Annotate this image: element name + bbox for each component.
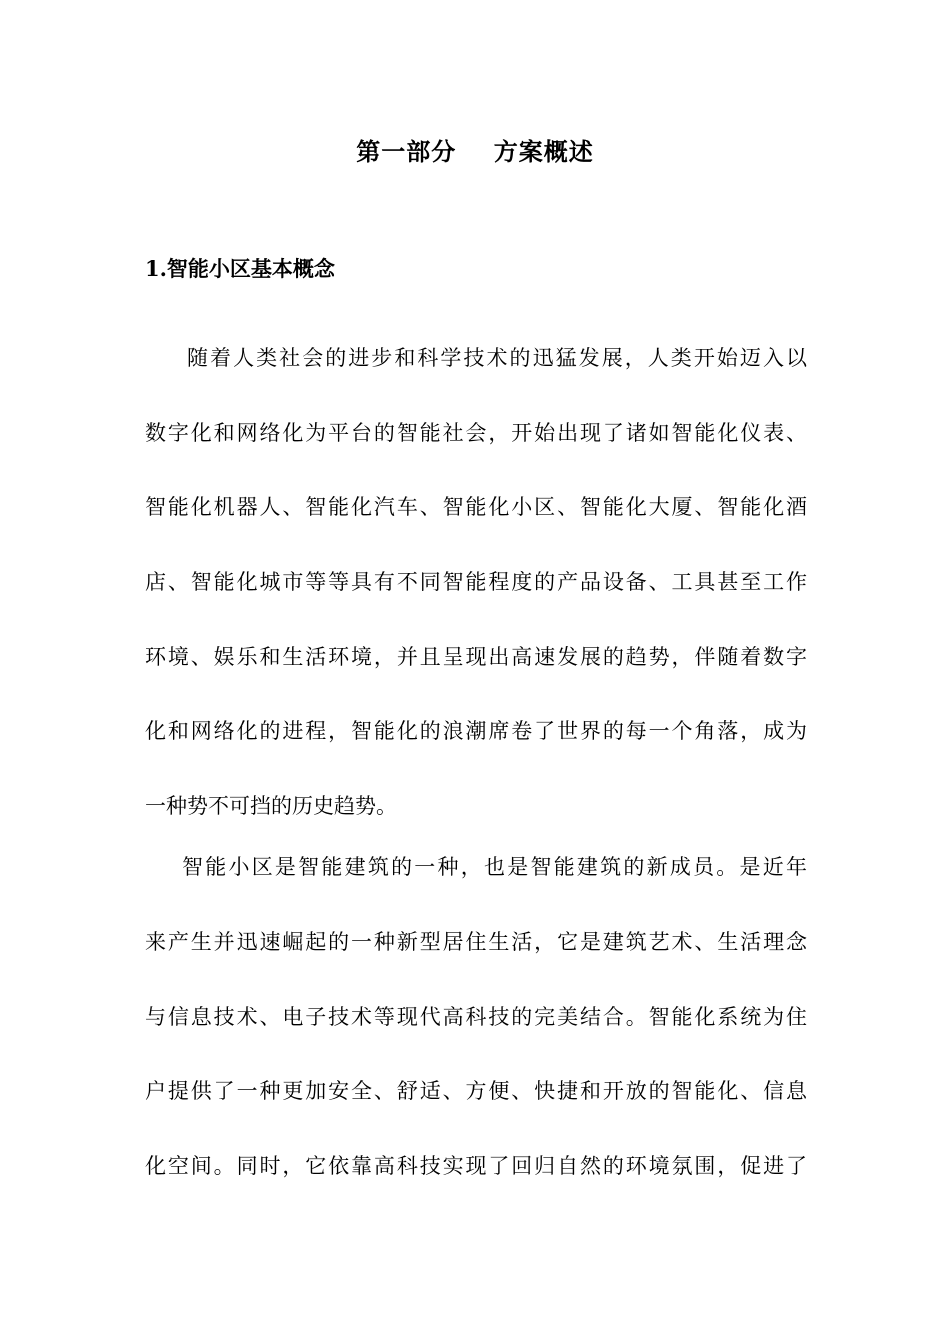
paragraph-2-line: 化空间。同时，它依靠高科技实现了回归自然的环境氛围，促进了	[145, 1154, 807, 1178]
paragraph-1-line: 一种势不可挡的历史趋势。	[145, 794, 397, 818]
section-heading: 1.智能小区基本概念	[145, 256, 335, 281]
paragraph-1-line: 随着人类社会的进步和科学技术的迅猛发展，人类开始迈入以	[187, 346, 807, 370]
paragraph-2-line: 与信息技术、电子技术等现代高科技的完美结合。智能化系统为住	[145, 1005, 807, 1029]
paragraph-2-line: 来产生并迅速崛起的一种新型居住生活，它是建筑艺术、生活理念	[145, 930, 807, 954]
paragraph-2-line: 智能小区是智能建筑的一种，也是智能建筑的新成员。是近年	[182, 855, 807, 879]
paragraph-1-line: 数字化和网络化为平台的智能社会，开始出现了诸如智能化仪表、	[145, 421, 807, 445]
paragraph-2-line: 户提供了一种更加安全、舒适、方便、快捷和开放的智能化、信息	[145, 1079, 807, 1103]
paragraph-1-line: 环境、娱乐和生活环境，并且呈现出高速发展的趋势，伴随着数字	[145, 645, 807, 669]
chapter-title: 第一部分 方案概述	[356, 137, 594, 166]
paragraph-1-line: 智能化机器人、智能化汽车、智能化小区、智能化大厦、智能化酒	[145, 495, 807, 519]
paragraph-1-line: 店、智能化城市等等具有不同智能程度的产品设备、工具甚至工作	[145, 570, 807, 594]
paragraph-1-line: 化和网络化的进程，智能化的浪潮席卷了世界的每一个角落，成为	[145, 719, 807, 743]
